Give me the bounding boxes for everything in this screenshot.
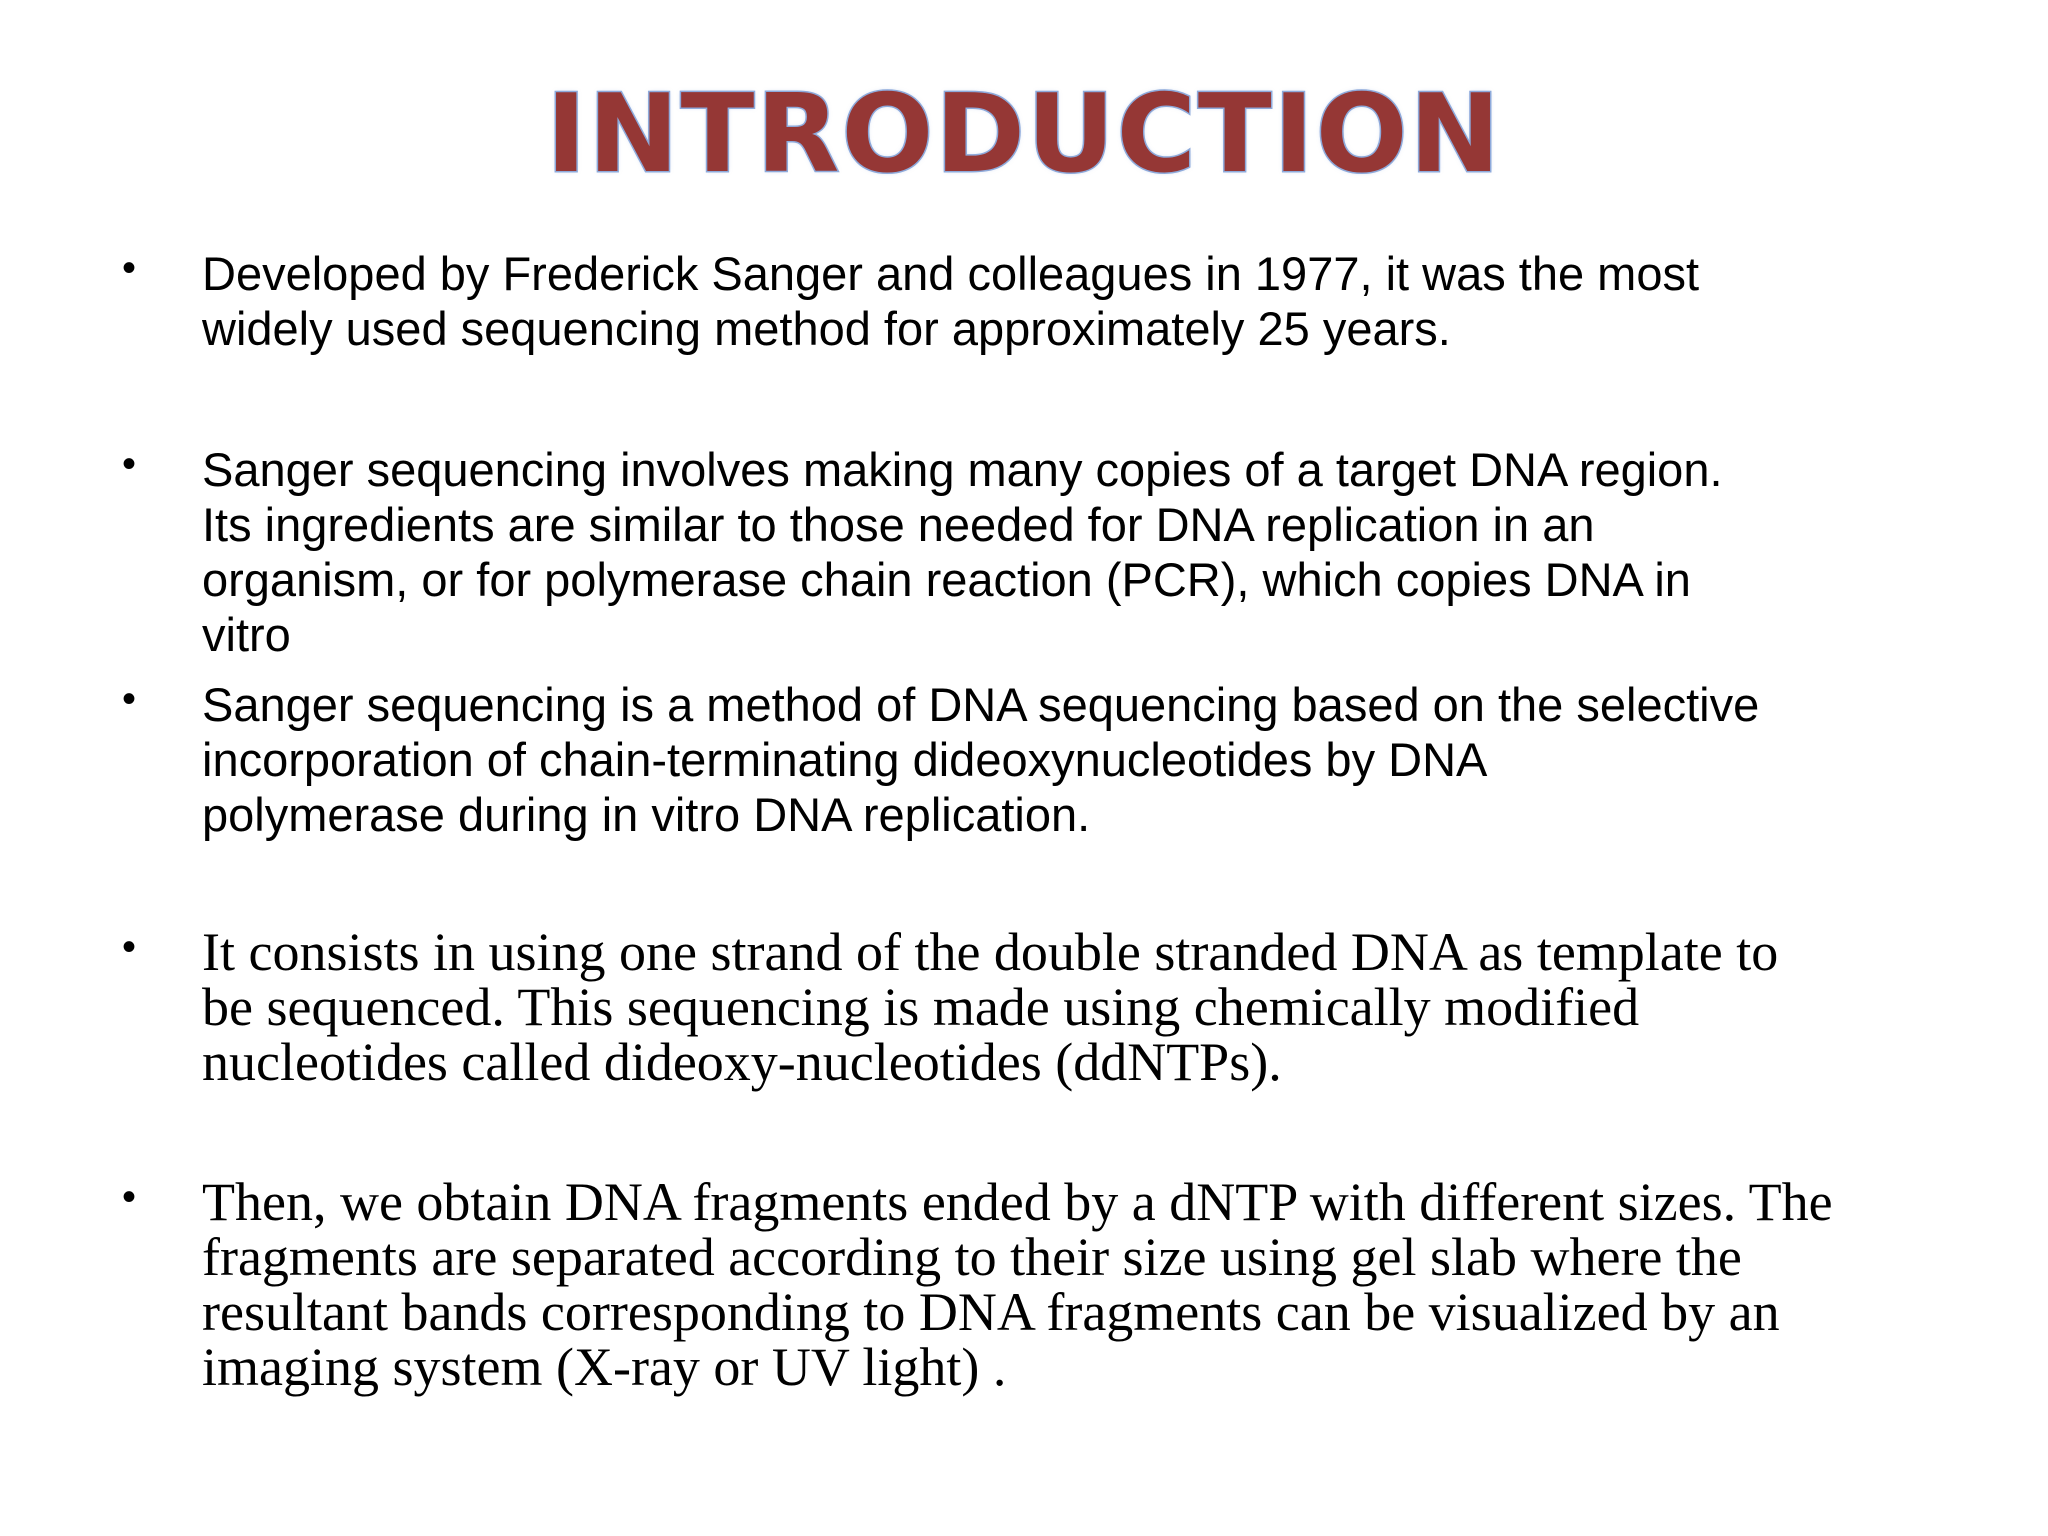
bullet-text <box>202 1172 2002 1397</box>
bullet-line: polymerase during in vitro DNA replication. <box>202 788 1091 841</box>
bullet-line: be sequenced. This sequencing is made using chemically modified <box>202 977 1640 1037</box>
bullet-line: widely used sequencing method for approximately 25 years. <box>202 302 1451 355</box>
bullet-dot: • <box>122 677 137 721</box>
bullet-line: fragments are separated according to their size using gel slab where the <box>202 1227 1742 1287</box>
bullet-line: Developed by Frederick Sanger and colleagues in 1977, it was the most <box>202 247 1700 300</box>
bullet-dot: • <box>122 925 137 969</box>
bullet-text <box>202 246 2002 356</box>
bullet-item <box>122 1172 2002 1397</box>
bullet-dot: • <box>122 246 137 290</box>
bullet-item <box>122 246 2002 356</box>
bullet-line: incorporation of chain-terminating dideoxynucleotides by DNA <box>202 733 1488 786</box>
bullet-line: Then, we obtain DNA fragments ended by a dNTP with different sizes. The <box>202 1172 1833 1232</box>
bullet-line: vitro <box>202 608 291 661</box>
bullet-text <box>202 677 2002 842</box>
bullet-item <box>122 442 2002 662</box>
bullet-line: Its ingredients are similar to those needed for DNA replication in an <box>202 498 1595 551</box>
bullet-line: imaging system (X-ray or UV light) . <box>202 1337 1007 1397</box>
bullet-item <box>122 677 2002 842</box>
slide-title: INTRODUCTION <box>546 72 1502 197</box>
bullet-line: It consists in using one strand of the double stranded DNA as template to <box>202 922 1779 982</box>
bullet-line: Sanger sequencing is a method of DNA sequencing based on the selective <box>202 678 1760 731</box>
bullet-line: organism, or for polymerase chain reaction (PCR), which copies DNA in <box>202 553 1691 606</box>
bullet-text <box>202 922 2002 1092</box>
bullet-item <box>122 922 2002 1092</box>
bullet-dot: • <box>122 1175 137 1219</box>
bullet-line: Sanger sequencing involves making many copies of a target DNA region. <box>202 443 1723 496</box>
bullet-dot: • <box>122 442 137 486</box>
bullet-text <box>202 442 2002 662</box>
bullet-line: nucleotides called dideoxy-nucleotides (ddNTPs). <box>202 1032 1282 1092</box>
bullet-line: resultant bands corresponding to DNA fragments can be visualized by an <box>202 1282 1780 1342</box>
